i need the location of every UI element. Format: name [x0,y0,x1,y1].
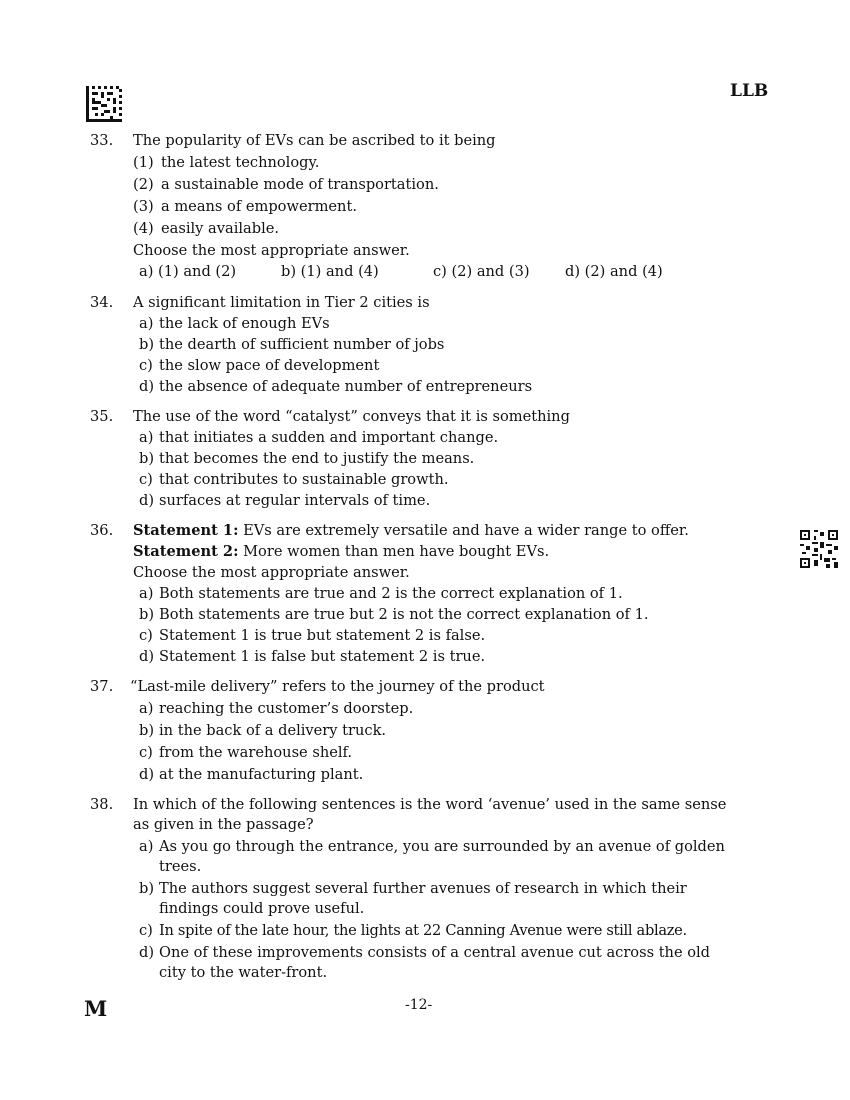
answer-option[interactable]: c) In spite of the late hour, the lights at 22 Canning Avenue were still ablaze. [139,922,687,939]
page-number: -12- [405,997,433,1013]
answer-option[interactable]: c) that contributes to sustainable growth. [139,471,449,488]
answer-option[interactable]: b) the dearth of sufficient number of jobs [139,336,445,353]
statement-1: Statement 1: EVs are extremely versatile and have a wider range to offer. [133,522,689,539]
question-number: 38. [90,796,114,813]
series-letter: M [84,996,108,1021]
list-item: (3) a means of empowerment. [133,198,357,215]
question-number: 34. [90,294,114,311]
answer-option[interactable]: b) that becomes the end to justify the means. [139,450,475,467]
question-stem: The use of the word “catalyst” conveys that it is something [133,408,570,425]
answer-option[interactable]: a) reaching the customer’s doorstep. [139,700,414,717]
answer-option[interactable]: c) Statement 1 is true but statement 2 is false. [139,627,486,644]
question-37 [90,676,760,785]
question-35 [90,406,760,511]
question-36 [90,520,760,667]
answer-options [139,261,760,282]
question-38 [90,795,760,983]
answer-option[interactable]: a) the lack of enough EVs [139,315,330,332]
question-34 [90,292,760,397]
qr-code-icon [800,530,838,568]
question-stem: In which of the following sentences is the word ‘avenue’ used in the same sense as given in the passage? [133,796,727,833]
answer-option[interactable]: d) surfaces at regular intervals of time. [139,492,431,509]
answer-option[interactable]: d) the absence of adequate number of entrepreneurs [139,378,533,395]
answer-option[interactable]: b) (1) and (4) [281,263,379,280]
statement-2: Statement 2: More women than men have bought EVs. [133,543,550,560]
answer-option[interactable]: a) that initiates a sudden and important change. [139,429,499,446]
answer-option[interactable]: d) (2) and (4) [565,263,663,280]
question-stem: The popularity of EVs can be ascribed to it being [133,132,496,149]
answer-option[interactable]: a) Both statements are true and 2 is the correct explanation of 1. [139,585,623,602]
answer-option[interactable]: b) The authors suggest several further avenues of research in which their findings could prove useful. [139,880,687,917]
answer-option[interactable]: d) at the manufacturing plant. [139,766,364,783]
question-number: 33. [90,132,114,149]
question-instruction: Choose the most appropriate answer. [133,242,410,259]
answer-option[interactable]: d) One of these improvements consists of a central avenue cut across the old city to the water-front. [139,944,711,981]
answer-option[interactable]: b) in the back of a delivery truck. [139,722,387,739]
answer-option[interactable]: b) Both statements are true but 2 is not the correct explanation of 1. [139,606,649,623]
answer-option[interactable]: c) (2) and (3) [433,263,530,280]
answer-option[interactable]: a) (1) and (2) [139,263,237,280]
list-item: (1) the latest technology. [133,154,320,171]
list-item: (4) easily available. [133,220,280,237]
list-item: (2) a sustainable mode of transportation. [133,176,439,193]
question-stem: “Last-mile delivery” refers to the journey of the product [130,678,545,695]
answer-option[interactable]: c) the slow pace of development [139,357,380,374]
question-stem: A significant limitation in Tier 2 cities is [133,294,430,311]
question-number: 37. [90,678,114,695]
answer-option[interactable]: d) Statement 1 is false but statement 2 is true. [139,648,486,665]
course-code: LLB [730,81,769,101]
answer-option[interactable]: a) As you go through the entrance, you are surrounded by an avenue of golden trees. [139,838,725,875]
question-number: 36. [90,522,114,539]
question-number: 35. [90,408,114,425]
answer-option[interactable]: c) from the warehouse shelf. [139,744,353,761]
datamatrix-code-icon [86,86,122,122]
question-instruction: Choose the most appropriate answer. [133,564,410,581]
question-33 [90,130,760,282]
